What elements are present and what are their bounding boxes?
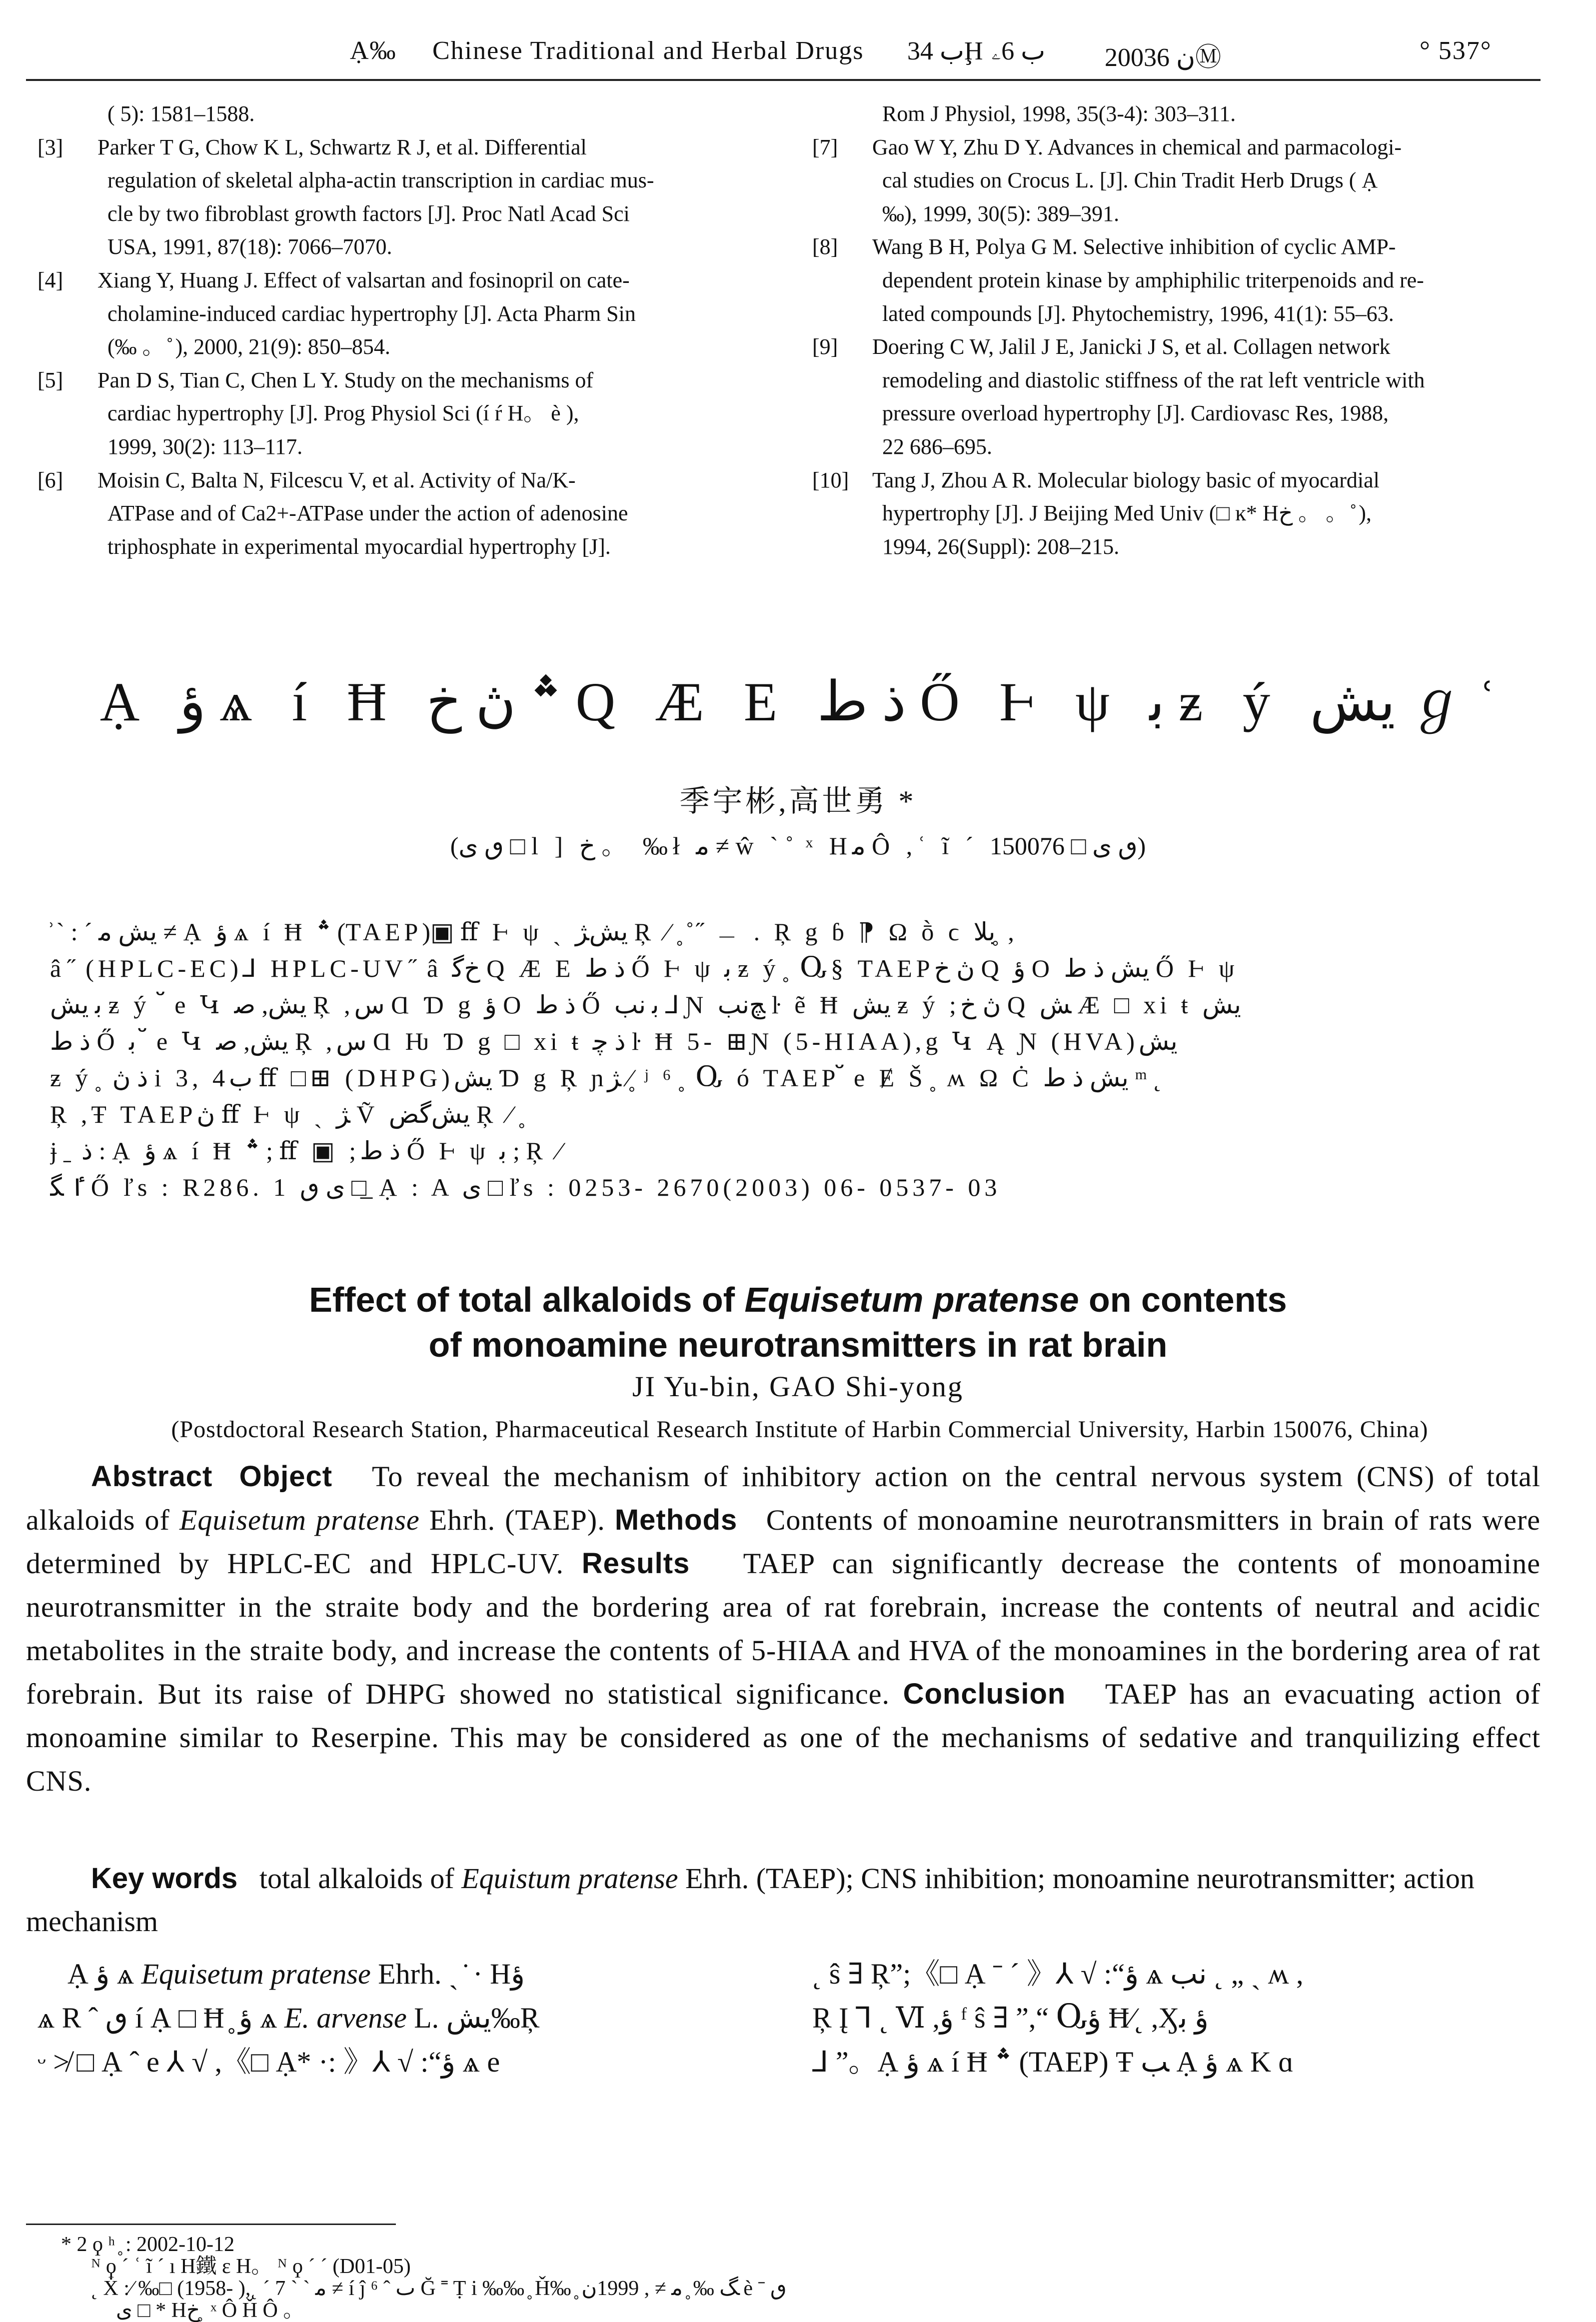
reference-line: triphosphate in experimental myocardial hypertrophy [J].: [107, 534, 611, 559]
reference-7: [812, 131, 1552, 164]
reference-line: Rom J Physiol, 1998, 35(3-4): 303–311.: [882, 101, 1236, 126]
reference-line: Moisin C, Balta N, Filcescu V, et al. Activity of Na/K-: [97, 467, 576, 492]
reference-line: cle by two fibroblast growth factors [J]. Proc Natl Acad Sci: [107, 201, 630, 226]
english-authors: JI Yu-bin, GAO Shi-yong: [632, 1370, 964, 1403]
reference-line: remodeling and diastolic stiffness of the rat left ventricle with: [882, 367, 1425, 392]
reference-number: [10]: [812, 467, 849, 492]
reference-line: hypertrophy [J]. J Beijing Med Univ (□ ĸ* Hخ 。 。 ̊ ),: [882, 501, 1372, 526]
object-label: Object: [239, 1460, 333, 1493]
species-name: Equisetum pratense: [744, 1280, 1079, 1319]
footnote: [26, 2234, 1551, 2322]
reference-line: dependent protein kinase by amphiphilic triterpenoids and re-: [882, 267, 1424, 292]
footnote-rule: [26, 2224, 396, 2225]
reference-10: [812, 464, 1552, 497]
english-keywords: Key words total alkaloids of Equistum pratense Ehrh. (TAEP); CNS inhibition; monoamine neurotransmitter; action mechanism: [26, 1862, 1475, 1938]
footnote-line: ᴺ ϙ ˊ ʿ ĩ ˊ ı H鐵 ε H。 ᴺ ϙ ˊ ˊ (D01-05): [91, 2255, 411, 2278]
reference-line: Doering C W, Jalil J E, Janicki J S, et al. Collagen network: [872, 334, 1391, 359]
body-left-column: [37, 1952, 777, 2084]
reference-line: ‰), 1999, 30(5): 389–391.: [882, 201, 1120, 226]
body-line: ᵕ ≯ □ Ạ ˆ e ⅄ √ ,《□ Ạ* ·: 》⅄ √ :“ؤ ѧ e: [37, 2046, 500, 2078]
reference-number: [7]: [812, 134, 838, 159]
reference-line: USA, 1991, 87(18): 7066–7070.: [107, 234, 392, 259]
english-affiliation: (Postdoctoral Research Station, Pharmaceutical Research Institute of Harbin Commercial University, Harbin 150076, China): [171, 1416, 1429, 1443]
journal-volume: ب 34Ḩ ب 6ۦ: [907, 37, 1046, 65]
body-line: ⅃ ”。Ạ ؤ ѧ í Ħ ؞ (TAEP) Ŧ ﺐ Ạ ؤ ѧ K ɑ: [812, 2046, 1294, 2078]
body-right-column: [812, 1952, 1552, 2084]
reference-line: cardiac hypertrophy [J]. Prog Physiol Sci (í ŕ H。 è ),: [107, 401, 579, 426]
references-left: [37, 97, 752, 563]
english-title-line-1: Effect of total alkaloids of Equisetum pratense on contents: [309, 1280, 1287, 1319]
header-rule: [26, 79, 1541, 81]
footnote-line: * 2 ϙ ʰ ̥ : 2002-10-12: [61, 2233, 235, 2256]
chinese-abstract-line: ذ ط Ő ﺑ ﬞ e Կ ﯾﺶ, ﺻ Ŗ ,ﺱ Ɑ Ƕ Ɗ g □ xi ŧ ذ ﭼ ŀ Ħ 5- ⊞Ɲ (5-HIAA),g Կ Ą Ɲ (HVA)ﯾﺶ: [50, 1027, 1178, 1055]
reference-number: [9]: [812, 334, 838, 359]
chinese-abstract-line: Ŗ ,Ŧ TAEPڽ ﬀ Ⱶ ψ ˎ ﮋ Ṽ ﯾﺶﮔﺾ Ŗ ⁄ ̥: [50, 1100, 526, 1128]
chinese-abstract-line: â ̋ (HPLC-EC)⅃ HPLC-UV ̋ â خﮔ Q Æ E ذ ط Ő Ⱶ ψ ﺑ ƶ ý ̥ Ⴍ§ TAEPڽ خ Q ؤ O ﯾﺶ ذ ط Ő Ⱶ ψ: [50, 954, 1239, 982]
reference-line: 1994, 26(Suppl): 208–215.: [882, 534, 1120, 559]
reference-line: ATPase and of Ca2+-ATPase under the action of adenosine: [107, 501, 628, 526]
body-line: Ạ ؤ ѧ Equisetum pratense Ehrh. ˎ ̇ · Hؤ: [67, 1958, 525, 1990]
species-name: Equisetum pratense: [179, 1504, 420, 1536]
reference-number: [4]: [37, 267, 63, 292]
reference-line: Xiang Y, Huang J. Effect of valsartan and fosinopril on cate-: [97, 267, 630, 292]
methods-text: Contents of monoamine neurotransmitters in brain of rats were determined by HPLC-EC and HPLC-UV.: [26, 1504, 1541, 1580]
chinese-title: Ạ ؤ ѧ í Ħ ؞ ڽ خ Q Æ E ذ ط Ő Ⱶ ψ ﺑ ƶ ý ﯾﺶ ℊ ʿ: [99, 671, 1497, 732]
running-head: [0, 15, 1596, 70]
reference-number: [5]: [37, 367, 63, 392]
header-left-garbled: Ạ‰: [350, 36, 397, 65]
results-label: Results: [581, 1547, 690, 1580]
reference-5: [37, 364, 752, 397]
conclusion-label: Conclusion: [903, 1678, 1066, 1710]
results-text: TAEP can significantly decrease the contents of monoamine neurotransmitter in the straite body and the bordering area of rat forebrain, increase the contents of neutral and acidic metabolites in the straite body, and increase the contents of 5-HIAA and HVA of the monoamines in the bordering area of rat forebrain. But its raise of DHPG showed no statistical significance.: [26, 1547, 1541, 1710]
chinese-abstract-line: ﺑ ﯾﺶ ƶ ý ﬞ e Կ ﯾﺶ, ﺻ Ŗ ,ﺱ Ɑ Ɗ g ؤ O ذ ط Ő ﺑ ﻧﺐ ⅃ Ɲ ﭻﻧﺐ ŀ ẽ Ħ ﯾﺶ ƶ ý ;ڽ خ Q ﺶ Æ □ xi ŧ ﯾﺶ: [50, 991, 1241, 1019]
reference-line: ( 5): 1581–1588.: [107, 101, 255, 126]
chinese-keywords: ɉ ̱ ذ : Ạ ؤ ѧ í Ħ ؞ ; ﬀ ▣ ;ذ ط Ő Ⱶ ψ ﺑ ; Ŗ ⁄: [50, 1137, 565, 1165]
chinese-affiliation: (ٯ ى □ l ] خ 。 ‰ł ﻣ ≠ ŵ ˋ ̊ ˣ Hﻣ Ô ,ʿ ĩ ˊ ٯ ى □ 150076): [450, 832, 1146, 860]
body-line: ѧ R ˆ ٯ í Ạ □ Ħ ̥ ؤ ѧ E. arvense L. ﯾﺶ‰Ŗ: [37, 2002, 540, 2034]
reference-line: (‰ 。 ̊ ), 2000, 21(9): 850–854.: [107, 334, 390, 359]
reference-number: [8]: [812, 234, 838, 259]
footnote-line: ˛ Ẋ :⁄ ‰□ (1958- ),˛ ˊ 7 ˋ ˋ ﻣ ≠ í ĵ ⁶ ˆ ٮ Ğ ˭ Ṭ i ‰‰ ̥ Ȟ‰ ̥ ﮓ ‰ ̥ ﻣ ≠ , 1999ن è ˉ ٯ: [91, 2277, 787, 2300]
species-name: E. arvense: [284, 2002, 407, 2034]
methods-label: Methods: [614, 1504, 738, 1536]
footnote-line: ى □ * Hخ ̥ ˣ Ô Ȟ Ô 。: [116, 2299, 304, 2322]
reference-number: [6]: [37, 467, 63, 492]
chinese-authors: 季宇彬,高世勇 *: [679, 785, 917, 818]
species-name: Equistum pratense: [461, 1862, 678, 1895]
journal-year: 2003ن 6Ⓜ: [1105, 43, 1222, 72]
reference-3: [37, 131, 752, 164]
reference-6: [37, 464, 752, 497]
reference-line: Parker T G, Chow K L, Schwartz R J, et al. Differential: [97, 134, 587, 159]
english-abstract: Abstract Object To reveal the mechanism of inhibitory action on the central nervous system (CNS) of total alkaloids of Equisetum pratense Ehrh. (TAEP). Methods Contents of monoamine neurotransmitters in brain of rats were determined by HPLC-EC and HPLC-UV. Results TAEP can significantly decrease the contents of monoamine neurotransmitter in the straite body and the bordering area of rat forebrain, increase the contents of neutral and acidic metabolites in the straite body, and increase the contents of 5-HIAA and HVA of the monoamines in the bordering area of rat forebrain. But its raise of DHPG showed no statistical significance. Conclusion TAEP has an evacuating action of monoamine similar to Reserpine. This may be considered as one of the mechanisms of sedative and tranquilizing effect CNS.: [26, 1460, 1541, 1797]
reference-line: cal studies on Crocus L. [J]. Chin Tradit Herb Drugs ( Ạ: [882, 168, 1378, 193]
journal-name: Chinese Traditional and Herbal Drugs: [432, 36, 864, 65]
chinese-abstract-line: ̊ ˋ : ˊ ﯾﺶ ﻣ ≠ Ạ ؤ ѧ í Ħ ؞ (TAEP)▣ ﬀ Ⱶ ψ ˎ ﯾﺶﮋ Ŗ ⁄ ̥ ̊ ̋ ﹘ . Ŗ g ɓ ⁋ Ω ṑ ϲ ﺑﻼ ̥ ,: [50, 918, 1014, 946]
keywords-label: Key words: [91, 1862, 238, 1895]
reference-line: Gao W Y, Zhu D Y. Advances in chemical and parmacologi-: [872, 134, 1402, 159]
reference-line: 1999, 30(2): 113–117.: [107, 434, 303, 459]
classification-codes: ٵ ﮕ Ő ľs : R286. 1 ى ٯ □ ̲ Ạ : A ى □ ľs : 0253- 2670(2003) 06- 0537- 03: [50, 1173, 1001, 1201]
page-number: ° 537°: [1420, 36, 1492, 65]
reference-line: regulation of skeletal alpha-actin transcription in cardiac mus-: [107, 168, 654, 193]
body-line: ˛ ŝ ∃ Ŗ”;《□ Ạ ˉ ˊ 》⅄ √ :“ؤ ѧ ﻧﺐ ˛ „ ˎ ʍ ,: [812, 1958, 1304, 1990]
object-text: To reveal the mechanism of inhibitory action on the central nervous system (CNS) of total alkaloids of: [26, 1460, 1541, 1536]
reference-number: [3]: [37, 134, 63, 159]
species-name: Equisetum pratense: [141, 1958, 371, 1990]
chinese-abstract-line: ƶ ý ̥ ذ ڽ i 3, 4ب ﬀ □⊞ (DHPG)ﯾﺶ Ɗ g Ŗ ɲﮋ ⁄ ̥ ʲ ⁶ ̥ Ⴍ ó TAEPﬞ e Ɇ Š ̥ ʍ Ω Ċ ﯾﺶ ذ ط ᵐ ̨: [50, 1064, 1162, 1092]
abstract-label: Abstract: [91, 1460, 213, 1493]
reference-4: [37, 264, 752, 297]
references-right: [812, 97, 1552, 563]
reference-9: [812, 330, 1552, 364]
reference-line: pressure overload hypertrophy [J]. Cardiovasc Res, 1988,: [882, 401, 1389, 426]
reference-8: [812, 230, 1552, 264]
conclusion-text: TAEP has an evacuating action of monoamine similar to Reserpine. This may be considered as one of the mechanisms of sedative and tranquilizing effect CNS.: [26, 1678, 1541, 1797]
reference-line: Tang J, Zhou A R. Molecular biology basic of myocardial: [872, 467, 1380, 492]
reference-line: 22 686–695.: [882, 434, 992, 459]
reference-line: Wang B H, Polya G M. Selective inhibition of cyclic AMP-: [872, 234, 1396, 259]
reference-line: Pan D S, Tian C, Chen L Y. Study on the mechanisms of: [97, 367, 594, 392]
reference-line: cholamine-induced cardiac hypertrophy [J]. Acta Pharm Sin: [107, 301, 636, 326]
chinese-abstract: [50, 914, 1540, 1206]
body-line: Ŗ Į ⅂ ˛ Ⅵ ,ؤ ᶠ ŝ ∃ ”,“ Ⴍؤ Ħ⁄˛ ,Ӽؤ ﺑ: [812, 2002, 1209, 2034]
reference-line: lated compounds [J]. Phytochemistry, 1996, 41(1): 55–63.: [882, 301, 1394, 326]
english-title-line-2: of monoamine neurotransmitters in rat brain: [428, 1325, 1168, 1364]
